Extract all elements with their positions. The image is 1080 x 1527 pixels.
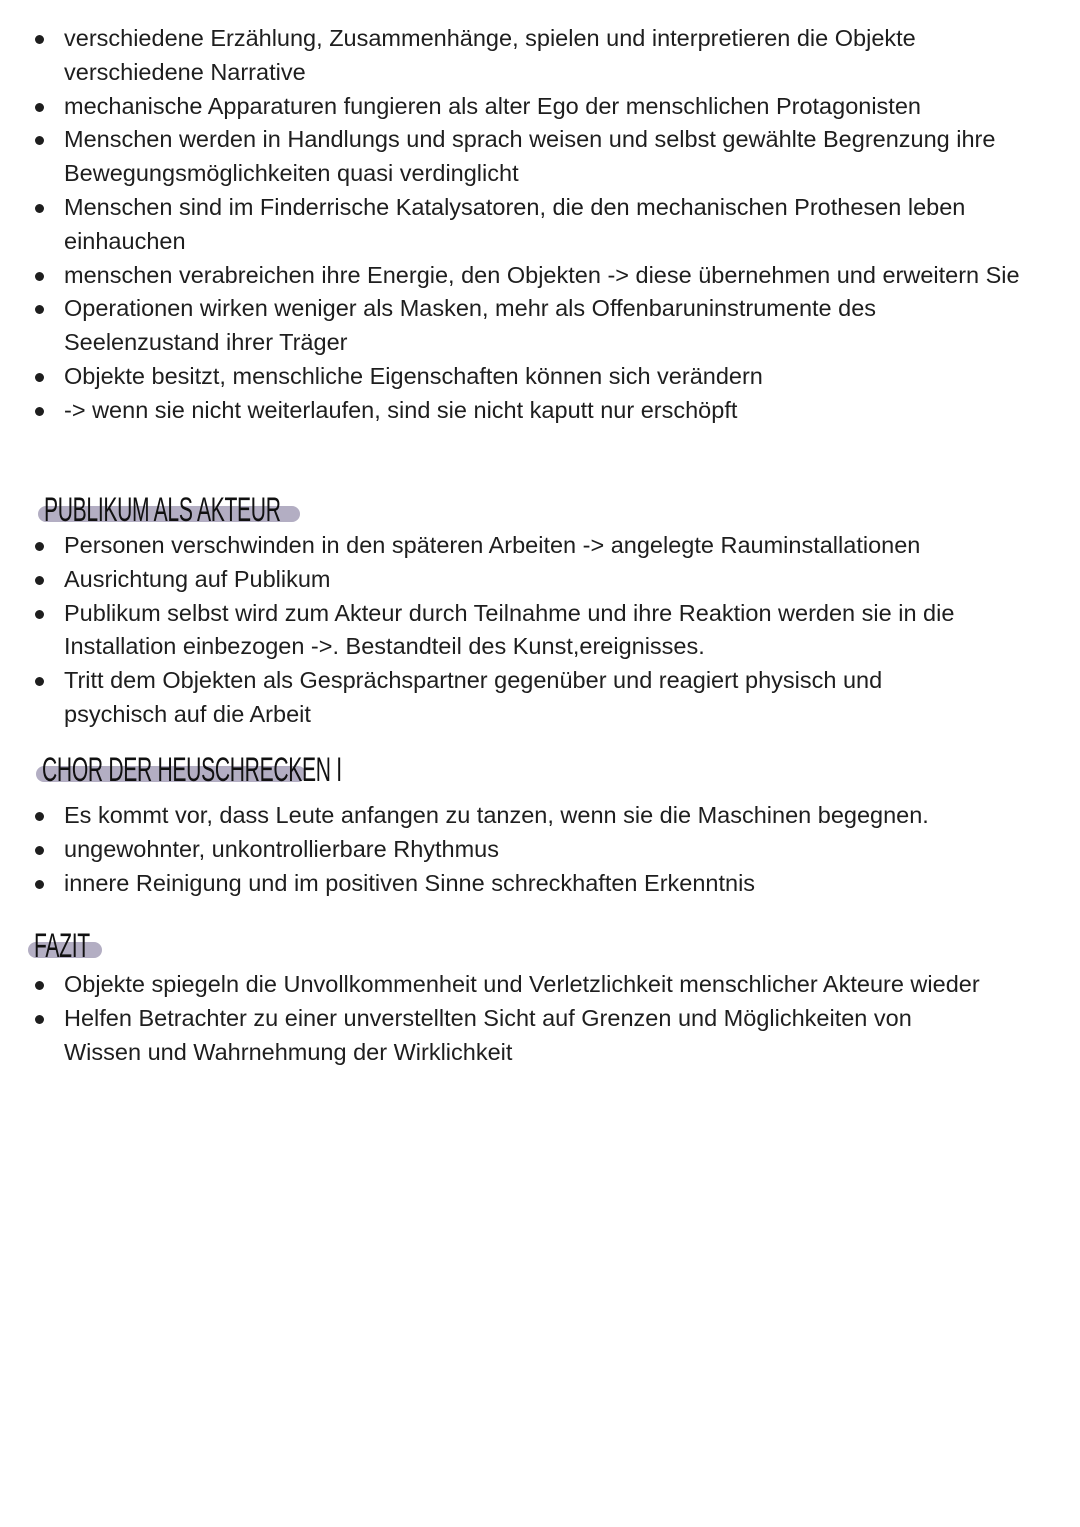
item-text: Personen verschwinden in den späteren Arbeiten -> angelegte Rauminstallationen [64, 532, 921, 558]
list-item [30, 833, 1070, 867]
bullet-icon [35, 981, 44, 990]
section-heading-publikum [38, 492, 300, 528]
heading-text: FAZIT [34, 927, 90, 965]
list-item [30, 968, 1070, 1002]
bullet-icon [35, 812, 44, 821]
list-item [30, 123, 1070, 191]
item-text: Helfen Betrachter zu einer unverstellten Sicht auf Grenzen und Möglichkeiten von Wissen und Wahrnehmung der Wirklichkeit [64, 1004, 912, 1065]
item-text: ungewohnter, unkontrollierbare Rhythmus [64, 835, 500, 862]
item-text: Tritt dem Objekten als Gesprächspartner gegenüber und reagiert physisch und psychisch auf die Arbeit [64, 667, 883, 727]
item-text: menschen verabreichen ihre Energie, den Objekten -> diese übernehmen und erweitern Sie [64, 261, 1020, 288]
list-item [30, 529, 1070, 563]
list-item [30, 563, 1070, 597]
list-item [30, 22, 1070, 90]
heading-text: PUBLIKUM ALS AKTEUR [44, 491, 281, 529]
list-item [30, 259, 1070, 293]
bullet-icon [35, 576, 44, 585]
item-text: -> wenn sie nicht weiterlaufen, sind sie nicht kaputt nur erschöpft [64, 396, 738, 423]
heading-text: CHOR DER HEUSCHRECKEN I [42, 751, 342, 789]
bullet-icon [35, 846, 44, 855]
bullet-list-publikum [30, 529, 1070, 732]
bullet-icon [35, 272, 44, 281]
bullet-list-fazit [30, 968, 1070, 1069]
item-text: Objekte besitzt, menschliche Eigenschaften können sich verändern [64, 362, 763, 389]
item-text: Menschen werden in Handlungs und sprach weisen und selbst gewählte Begrenzung ihre Bewegungsmöglichkeiten quasi verdinglicht [64, 126, 996, 187]
list-item [30, 597, 1070, 665]
bullet-icon [35, 35, 44, 44]
list-item [30, 664, 1070, 732]
bullet-icon [35, 542, 44, 551]
list-item [30, 1002, 1070, 1070]
item-text: Operationen wirken weniger als Masken, mehr als Offenbaruninstrumente des Seelenzustand ihrer Träger [64, 295, 877, 356]
bullet-icon [35, 677, 44, 686]
bullet-icon [35, 407, 44, 416]
bullet-icon [35, 305, 44, 314]
bullet-icon [35, 880, 44, 889]
list-item [30, 799, 1070, 833]
bullet-icon [35, 373, 44, 382]
item-text: Menschen sind im Finderrische Katalysatoren, die den mechanischen Prothesen leben einhauchen [64, 193, 966, 254]
bullet-icon [35, 136, 44, 145]
list-item [30, 292, 1070, 360]
bullet-icon [35, 103, 44, 112]
list-item [30, 394, 1070, 428]
item-text: Es kommt vor, dass Leute anfangen zu tanzen, wenn sie die Maschinen begegnen. [64, 802, 929, 828]
bullet-icon [35, 1015, 44, 1024]
item-text: Ausrichtung auf Publikum [64, 565, 331, 592]
item-text: verschiedene Erzählung, Zusammenhänge, spielen und interpretieren die Objekte verschiedene Narrative [64, 25, 916, 85]
bullet-list-chor [30, 799, 1070, 900]
item-text: Objekte spiegeln die Unvollkommenheit und Verletzlichkeit menschlicher Akteure wieder [64, 971, 980, 997]
list-item [30, 867, 1070, 901]
item-text: Publikum selbst wird zum Akteur durch Teilnahme und ihre Reaktion werden sie in die Installation einbezogen ->. Bestandteil des Kunst,ereignisses. [64, 599, 955, 660]
list-item [30, 191, 1070, 259]
section-heading-chor [36, 751, 342, 789]
bullet-icon [35, 204, 44, 213]
item-text: mechanische Apparaturen fungieren als alter Ego der menschlichen Protagonisten [64, 92, 921, 119]
list-item [30, 360, 1070, 394]
section-heading-fazit [28, 928, 102, 964]
bullet-icon [35, 610, 44, 619]
bullet-list-intro [30, 22, 1070, 428]
list-item [30, 90, 1070, 124]
item-text: innere Reinigung und im positiven Sinne schreckhaften Erkenntnis [64, 869, 756, 896]
